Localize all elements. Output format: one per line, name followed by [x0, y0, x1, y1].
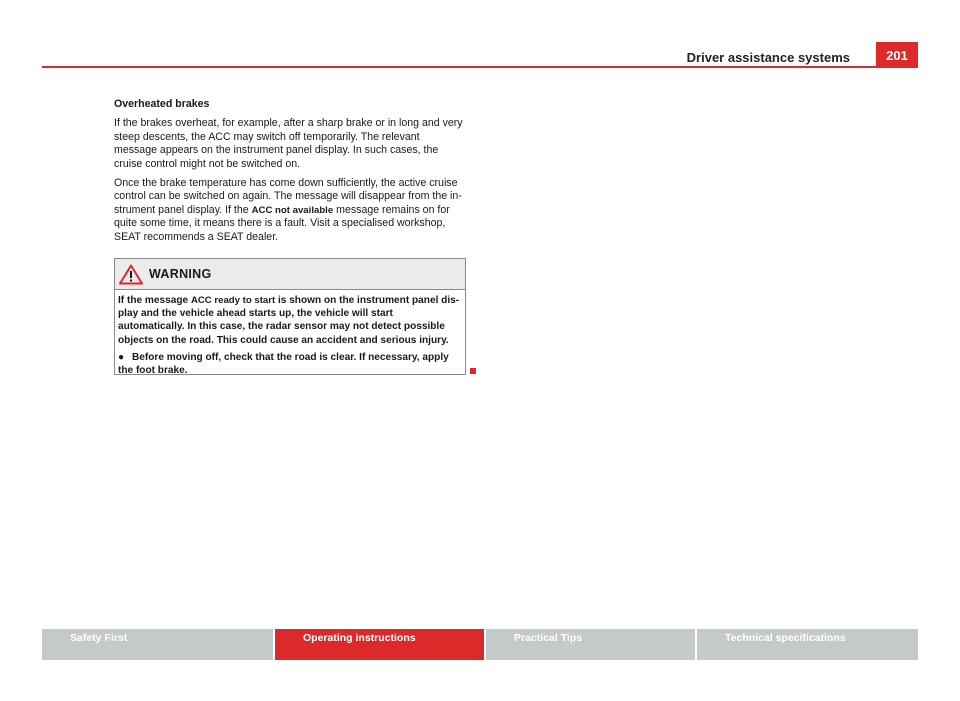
paragraph-text-2: message remains on for quite some time, it means there is a fault. Visit a specialised workshop, SEAT recommends a SEAT dealer.: [114, 203, 450, 243]
section-end-marker: [470, 368, 476, 374]
paragraph-text-1: Once the brake temperature has come down sufficiently, the active cruise control can be switched on again. The message will disappear from the in-strument panel display. If the: [114, 177, 462, 216]
paragraph-overheat: If the brakes overheat, for example, after a sharp brake or in long and very steep descents, the ACC may switch off temporarily. The relevant message appears on the instrument panel display. In such cases, the cruise control might not be switched on.: [114, 117, 463, 170]
header-title: Driver assistance systems: [686, 50, 850, 65]
warning-box: [114, 258, 466, 375]
main-content: [114, 98, 464, 250]
page-number: 201: [876, 42, 918, 66]
display-message-acc-not-available: ACC not available: [251, 204, 334, 216]
warning-bullet-text: Before moving off, check that the road is clear. If necessary, apply the foot brake.: [118, 351, 449, 377]
warning-triangle-icon: [119, 264, 143, 285]
warning-label: WARNING: [149, 267, 212, 281]
section-heading: Overheated brakes: [114, 98, 210, 110]
warning-body: [115, 290, 465, 377]
tab-operating-instructions[interactable]: Operating instructions: [273, 629, 484, 660]
warning-text-1: If the message: [118, 295, 191, 306]
warning-bullet-item: [118, 351, 462, 377]
warning-header: [115, 259, 465, 290]
display-message-acc-ready: ACC ready to start: [190, 295, 276, 306]
footer-tabs: [42, 629, 918, 660]
tab-technical-specifications[interactable]: Technical specifications: [695, 629, 918, 660]
warning-text-2: is shown on the instrument panel dis-play and the vehicle ahead starts up, the vehicle will start automatically. In this case, the radar sensor may not detect possible objects on the road. This could cause an accident and serious injury.: [118, 295, 460, 346]
bullet-icon: ●: [118, 351, 125, 363]
tab-safety-first[interactable]: Safety First: [42, 629, 273, 660]
tab-practical-tips[interactable]: Practical Tips: [484, 629, 695, 660]
warning-text: [118, 294, 462, 347]
header-rule: [42, 66, 918, 68]
paragraph-recovery: [114, 177, 464, 244]
